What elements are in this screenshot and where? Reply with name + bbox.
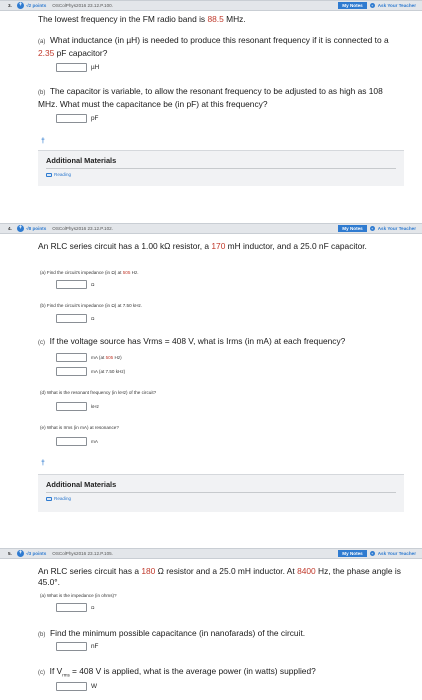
source-label: OSColPhys2016 23.12.P.102. — [52, 226, 113, 231]
unit-label: pF — [91, 115, 99, 122]
expand-icon[interactable]: + — [18, 225, 23, 231]
answer-input-3a[interactable] — [56, 63, 87, 72]
book-icon — [46, 173, 52, 177]
question-5b-text: (b) Find the minimum possible capacitance (in nanofarads) of the circuit. — [38, 628, 306, 638]
unit-label: Ω — [91, 605, 95, 610]
points-label: -/3 points — [25, 551, 47, 556]
question-3-intro: The lowest frequency in the FM radio band is 88.5 MHz. — [38, 14, 246, 24]
additional-materials-panel — [38, 150, 404, 186]
unit-label: W — [91, 683, 98, 690]
question-3a-text: (a) What inductance (in µH) is needed to produce this resonant frequency if it is connected to a 2.35 pF capacitor? — [38, 35, 389, 58]
question-5-intro: An RLC series circuit has a 180 Ω resistor and a 25.0 mH inductor. At 8400 Hz, the phase angle is 45.0°. — [38, 566, 401, 587]
additional-materials-title: Additional Materials — [46, 480, 117, 489]
given-resistance: 180 — [141, 566, 156, 576]
question-5c-text: (c) If $V_{rms} = 408$ V is applied, what is the average power (in watts) supplied? — [38, 666, 316, 678]
dagger-icon: † — [41, 138, 45, 145]
given-frequency: 88.5 — [207, 14, 224, 24]
expand-icon[interactable]: + — [18, 550, 23, 556]
unit-label: Ω — [91, 282, 95, 287]
answer-input-5b[interactable] — [56, 642, 87, 651]
dagger-icon: † — [41, 460, 45, 467]
question-number: 4. — [8, 226, 12, 231]
plus-icon: + — [371, 226, 374, 231]
answer-input-3b[interactable] — [56, 114, 87, 123]
ask-teacher-button[interactable]: Ask Your Teacher — [377, 551, 416, 556]
question-5-header — [0, 548, 422, 559]
answer-input-5c[interactable] — [56, 682, 87, 691]
question-4c-text: (c) If the voltage source has Vrms = 408 V, what is Irms (in mA) at each frequency? — [38, 336, 346, 346]
my-notes-button[interactable]: My Notes — [338, 225, 366, 232]
answer-input-4e[interactable] — [56, 437, 87, 446]
additional-materials-title: Additional Materials — [46, 156, 117, 165]
unit-label: µH — [91, 64, 100, 71]
answer-input-4b[interactable] — [56, 314, 87, 323]
question-3-header — [0, 0, 422, 11]
unit-label: kHz — [91, 404, 99, 409]
answer-input-4c-1[interactable] — [56, 353, 87, 362]
points-label: -/8 points — [25, 226, 47, 231]
plus-icon: + — [371, 3, 374, 8]
unit-label: mA (at 505 Hz) — [91, 355, 122, 360]
plus-icon: + — [371, 551, 374, 556]
question-4a-text: (a) Find the circuit's impedance (in Ω) at 505 Hz. — [40, 270, 139, 275]
divider — [46, 168, 396, 169]
unit-label: mA — [91, 439, 98, 444]
reading-link[interactable]: Reading — [46, 496, 71, 501]
question-3b-text: (b) The capacitor is variable, to allow the resonant frequency to be adjusted to as high as 108 MHz. What must the capacitance be (in pF) at this frequency? — [38, 86, 383, 109]
answer-input-4c-2[interactable] — [56, 367, 87, 376]
expand-icon[interactable]: + — [18, 2, 23, 8]
question-4e-text: (e) What is Irms (in mA) at resonance? — [40, 425, 119, 430]
source-label: OSColPhys2016 23.12.P.100. — [52, 3, 113, 8]
given-frequency: 8400 — [297, 566, 316, 576]
ask-teacher-button[interactable]: Ask Your Teacher — [377, 3, 416, 8]
given-inductance: 170 — [211, 241, 226, 251]
divider — [46, 492, 396, 493]
answer-input-4d[interactable] — [56, 402, 87, 411]
question-4b-text: (b) Find the circuit's impedance (in Ω) at 7.50 kHz. — [40, 303, 143, 308]
question-5a-text: (a) What is the impedance (in ohms)? — [40, 593, 117, 598]
answer-input-5a[interactable] — [56, 603, 87, 612]
my-notes-button[interactable]: My Notes — [338, 2, 366, 9]
additional-materials-panel — [38, 474, 404, 512]
question-4d-text: (d) What is the resonant frequency (in kHz) of the circuit? — [40, 390, 157, 395]
book-icon — [46, 497, 52, 501]
question-number: 3. — [8, 3, 12, 8]
reading-link[interactable]: Reading — [46, 172, 71, 177]
question-number: 5. — [8, 551, 12, 556]
unit-label: nF — [91, 643, 99, 650]
question-4-header — [0, 223, 422, 234]
given-capacitance: 2.35 — [38, 47, 55, 58]
source-label: OSColPhys2016 23.12.P.105. — [52, 551, 113, 556]
unit-label: mA (at 7.50 kHz) — [91, 369, 126, 374]
answer-input-4a[interactable] — [56, 280, 87, 289]
my-notes-button[interactable]: My Notes — [338, 550, 366, 557]
ask-teacher-button[interactable]: Ask Your Teacher — [377, 226, 416, 231]
points-label: -/2 points — [25, 3, 47, 8]
question-4-intro: An RLC series circuit has a 1.00 kΩ resistor, a 170 mH inductor, and a 25.0 nF capacitor. — [38, 241, 367, 251]
unit-label: Ω — [91, 316, 95, 321]
